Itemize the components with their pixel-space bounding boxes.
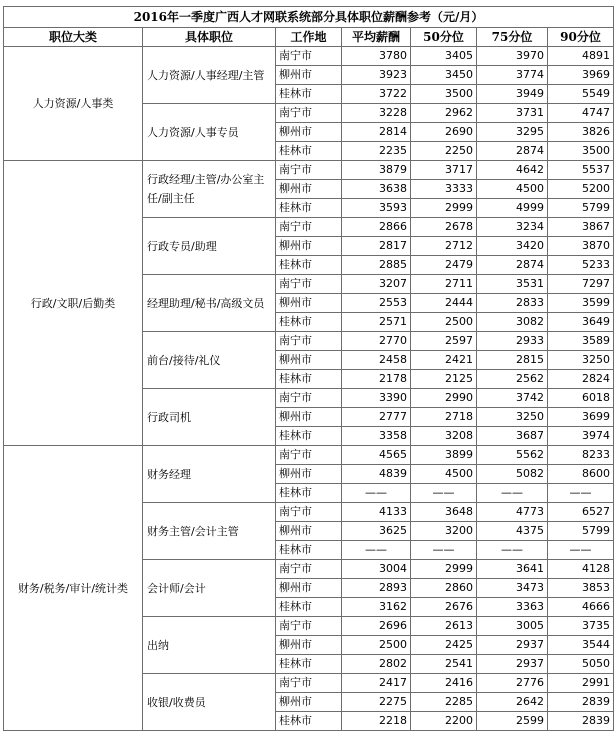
city-cell: 桂林市	[276, 655, 342, 674]
p75-cell: 2874	[477, 256, 548, 275]
city-cell: 南宁市	[276, 218, 342, 237]
header-p75: 75分位	[477, 28, 548, 47]
average-cell: 2178	[342, 370, 411, 389]
p90-cell: 4666	[548, 598, 614, 617]
city-cell: 桂林市	[276, 85, 342, 104]
city-cell: 柳州市	[276, 579, 342, 598]
p50-cell: 3208	[411, 427, 477, 446]
average-cell: 3162	[342, 598, 411, 617]
p90-cell: 8233	[548, 446, 614, 465]
average-cell: 3004	[342, 560, 411, 579]
p50-cell: 3450	[411, 66, 477, 85]
p50-cell: 2678	[411, 218, 477, 237]
p75-cell: 2776	[477, 674, 548, 693]
position-cell: 财务经理	[143, 446, 276, 503]
p90-cell: 3867	[548, 218, 614, 237]
average-cell: ——	[342, 541, 411, 560]
p75-cell: 3363	[477, 598, 548, 617]
city-cell: 南宁市	[276, 503, 342, 522]
average-cell: 2814	[342, 123, 411, 142]
p75-cell: 2933	[477, 332, 548, 351]
city-cell: 南宁市	[276, 332, 342, 351]
p50-cell: 2285	[411, 693, 477, 712]
p90-cell: 5050	[548, 655, 614, 674]
p90-cell: 3735	[548, 617, 614, 636]
table-row	[4, 446, 614, 465]
p50-cell: ——	[411, 541, 477, 560]
average-cell: 4133	[342, 503, 411, 522]
city-cell: 桂林市	[276, 541, 342, 560]
average-cell: 3390	[342, 389, 411, 408]
average-cell: 2770	[342, 332, 411, 351]
p75-cell: 4375	[477, 522, 548, 541]
average-cell: 3879	[342, 161, 411, 180]
average-cell: 2218	[342, 712, 411, 731]
p90-cell: 4891	[548, 47, 614, 66]
position-cell: 前台/接待/礼仪	[143, 332, 276, 389]
average-cell: 2893	[342, 579, 411, 598]
p75-cell: 3295	[477, 123, 548, 142]
p75-cell: 4999	[477, 199, 548, 218]
p75-cell: 3731	[477, 104, 548, 123]
p75-cell: 3742	[477, 389, 548, 408]
p90-cell: 2839	[548, 693, 614, 712]
average-cell: 4839	[342, 465, 411, 484]
average-cell: 3228	[342, 104, 411, 123]
city-cell: 柳州市	[276, 693, 342, 712]
p50-cell: 2421	[411, 351, 477, 370]
p50-cell: 2999	[411, 560, 477, 579]
position-cell: 经理助理/秘书/高级文员	[143, 275, 276, 332]
header-p90: 90分位	[548, 28, 614, 47]
average-cell: 3358	[342, 427, 411, 446]
p75-cell: 5082	[477, 465, 548, 484]
p90-cell: 3969	[548, 66, 614, 85]
p50-cell: 2444	[411, 294, 477, 313]
average-cell: 2817	[342, 237, 411, 256]
p50-cell: 2676	[411, 598, 477, 617]
p75-cell: 3250	[477, 408, 548, 427]
city-cell: 南宁市	[276, 560, 342, 579]
p50-cell: 2500	[411, 313, 477, 332]
p75-cell: 4773	[477, 503, 548, 522]
city-cell: 柳州市	[276, 522, 342, 541]
p90-cell: 5799	[548, 199, 614, 218]
average-cell: 4565	[342, 446, 411, 465]
table-row	[4, 161, 614, 180]
header-row	[4, 28, 614, 47]
p75-cell: 2833	[477, 294, 548, 313]
p75-cell: 3949	[477, 85, 548, 104]
city-cell: 南宁市	[276, 674, 342, 693]
city-cell: 南宁市	[276, 275, 342, 294]
p50-cell: 4500	[411, 465, 477, 484]
p50-cell: 2597	[411, 332, 477, 351]
average-cell: 2802	[342, 655, 411, 674]
header-position: 具体职位	[143, 28, 276, 47]
p50-cell: 2962	[411, 104, 477, 123]
average-cell: 2235	[342, 142, 411, 161]
city-cell: 柳州市	[276, 465, 342, 484]
p75-cell: ——	[477, 541, 548, 560]
p50-cell: 3648	[411, 503, 477, 522]
category-cell: 行政/文职/后勤类	[4, 161, 143, 446]
p90-cell: 5799	[548, 522, 614, 541]
city-cell: 桂林市	[276, 370, 342, 389]
average-cell: 3207	[342, 275, 411, 294]
p50-cell: 2711	[411, 275, 477, 294]
p90-cell: 3699	[548, 408, 614, 427]
p90-cell: 2824	[548, 370, 614, 389]
table-row	[4, 47, 614, 66]
average-cell: 2500	[342, 636, 411, 655]
p90-cell: 6018	[548, 389, 614, 408]
p90-cell: 3599	[548, 294, 614, 313]
p90-cell: 3250	[548, 351, 614, 370]
city-cell: 柳州市	[276, 408, 342, 427]
p50-cell: 2200	[411, 712, 477, 731]
p90-cell: 5537	[548, 161, 614, 180]
city-cell: 桂林市	[276, 598, 342, 617]
p50-cell: 2479	[411, 256, 477, 275]
position-cell: 财务主管/会计主管	[143, 503, 276, 560]
position-cell: 出纳	[143, 617, 276, 674]
city-cell: 南宁市	[276, 47, 342, 66]
p75-cell: 3531	[477, 275, 548, 294]
p50-cell: 3717	[411, 161, 477, 180]
p75-cell: 2599	[477, 712, 548, 731]
city-cell: 桂林市	[276, 142, 342, 161]
position-cell: 会计师/会计	[143, 560, 276, 617]
average-cell: 3923	[342, 66, 411, 85]
p75-cell: 2815	[477, 351, 548, 370]
p90-cell: ——	[548, 541, 614, 560]
p90-cell: 5549	[548, 85, 614, 104]
city-cell: 桂林市	[276, 427, 342, 446]
p50-cell: 2712	[411, 237, 477, 256]
category-cell: 财务/税务/审计/统计类	[4, 446, 143, 731]
p75-cell: 3774	[477, 66, 548, 85]
salary-sheet	[3, 6, 614, 731]
p50-cell: 2425	[411, 636, 477, 655]
city-cell: 柳州市	[276, 123, 342, 142]
p50-cell: 2613	[411, 617, 477, 636]
p75-cell: 2937	[477, 636, 548, 655]
p75-cell: 3234	[477, 218, 548, 237]
average-cell: 2885	[342, 256, 411, 275]
p50-cell: 2125	[411, 370, 477, 389]
city-cell: 南宁市	[276, 617, 342, 636]
p50-cell: 2541	[411, 655, 477, 674]
city-cell: 柳州市	[276, 351, 342, 370]
p75-cell: 5562	[477, 446, 548, 465]
city-cell: 柳州市	[276, 237, 342, 256]
city-cell: 南宁市	[276, 104, 342, 123]
p90-cell: 3974	[548, 427, 614, 446]
city-cell: 南宁市	[276, 446, 342, 465]
average-cell: 2571	[342, 313, 411, 332]
p50-cell: 3200	[411, 522, 477, 541]
average-cell: 2417	[342, 674, 411, 693]
average-cell: 3593	[342, 199, 411, 218]
p75-cell: 3641	[477, 560, 548, 579]
position-cell: 行政司机	[143, 389, 276, 446]
city-cell: 桂林市	[276, 712, 342, 731]
p90-cell: 3589	[548, 332, 614, 351]
average-cell: 3638	[342, 180, 411, 199]
city-cell: 柳州市	[276, 180, 342, 199]
average-cell: 2866	[342, 218, 411, 237]
position-cell: 收银/收费员	[143, 674, 276, 731]
p75-cell: 3473	[477, 579, 548, 598]
p75-cell: 4500	[477, 180, 548, 199]
city-cell: 桂林市	[276, 199, 342, 218]
position-cell: 行政经理/主管/办公室主任/副主任	[143, 161, 276, 218]
p75-cell: 2874	[477, 142, 548, 161]
p50-cell: 3333	[411, 180, 477, 199]
category-cell: 人力资源/人事类	[4, 47, 143, 161]
city-cell: 南宁市	[276, 389, 342, 408]
p75-cell: 4642	[477, 161, 548, 180]
p50-cell: 2416	[411, 674, 477, 693]
p75-cell: 2562	[477, 370, 548, 389]
city-cell: 柳州市	[276, 636, 342, 655]
p75-cell: 3970	[477, 47, 548, 66]
header-category: 职位大类	[4, 28, 143, 47]
header-average: 平均薪酬	[342, 28, 411, 47]
position-cell: 行政专员/助理	[143, 218, 276, 275]
p90-cell: 3826	[548, 123, 614, 142]
p90-cell: 3870	[548, 237, 614, 256]
p50-cell: 2990	[411, 389, 477, 408]
p90-cell: 8600	[548, 465, 614, 484]
p50-cell: 2860	[411, 579, 477, 598]
average-cell: 2696	[342, 617, 411, 636]
p50-cell: 3899	[411, 446, 477, 465]
p90-cell: 5200	[548, 180, 614, 199]
p50-cell: 2718	[411, 408, 477, 427]
city-cell: 柳州市	[276, 66, 342, 85]
p90-cell: 3544	[548, 636, 614, 655]
p90-cell: 3853	[548, 579, 614, 598]
position-cell: 人力资源/人事专员	[143, 104, 276, 161]
p75-cell: 2642	[477, 693, 548, 712]
salary-table	[3, 6, 614, 731]
p75-cell: 3005	[477, 617, 548, 636]
p75-cell: 3420	[477, 237, 548, 256]
p90-cell: 2839	[548, 712, 614, 731]
header-p50: 50分位	[411, 28, 477, 47]
p90-cell: 4128	[548, 560, 614, 579]
city-cell: 桂林市	[276, 256, 342, 275]
header-city: 工作地	[276, 28, 342, 47]
city-cell: 桂林市	[276, 484, 342, 503]
average-cell: 3625	[342, 522, 411, 541]
average-cell: 3722	[342, 85, 411, 104]
average-cell: 2275	[342, 693, 411, 712]
average-cell: 2777	[342, 408, 411, 427]
p90-cell: 2991	[548, 674, 614, 693]
p50-cell: 3405	[411, 47, 477, 66]
table-title: 2016年一季度广西人才网联系统部分具体职位薪酬参考（元/月）	[4, 7, 614, 28]
city-cell: 桂林市	[276, 313, 342, 332]
p50-cell: 2250	[411, 142, 477, 161]
p90-cell: 4747	[548, 104, 614, 123]
p90-cell: 6527	[548, 503, 614, 522]
p75-cell: ——	[477, 484, 548, 503]
position-cell: 人力资源/人事经理/主管	[143, 47, 276, 104]
p50-cell: 2690	[411, 123, 477, 142]
p75-cell: 3687	[477, 427, 548, 446]
p75-cell: 2937	[477, 655, 548, 674]
p90-cell: ——	[548, 484, 614, 503]
p50-cell: 3500	[411, 85, 477, 104]
average-cell: 2458	[342, 351, 411, 370]
p50-cell: ——	[411, 484, 477, 503]
p75-cell: 3082	[477, 313, 548, 332]
p90-cell: 3500	[548, 142, 614, 161]
p90-cell: 7297	[548, 275, 614, 294]
average-cell: 2553	[342, 294, 411, 313]
p90-cell: 3649	[548, 313, 614, 332]
average-cell: 3780	[342, 47, 411, 66]
average-cell: ——	[342, 484, 411, 503]
city-cell: 柳州市	[276, 294, 342, 313]
p90-cell: 5233	[548, 256, 614, 275]
city-cell: 南宁市	[276, 161, 342, 180]
table-body	[4, 47, 614, 731]
p50-cell: 2999	[411, 199, 477, 218]
